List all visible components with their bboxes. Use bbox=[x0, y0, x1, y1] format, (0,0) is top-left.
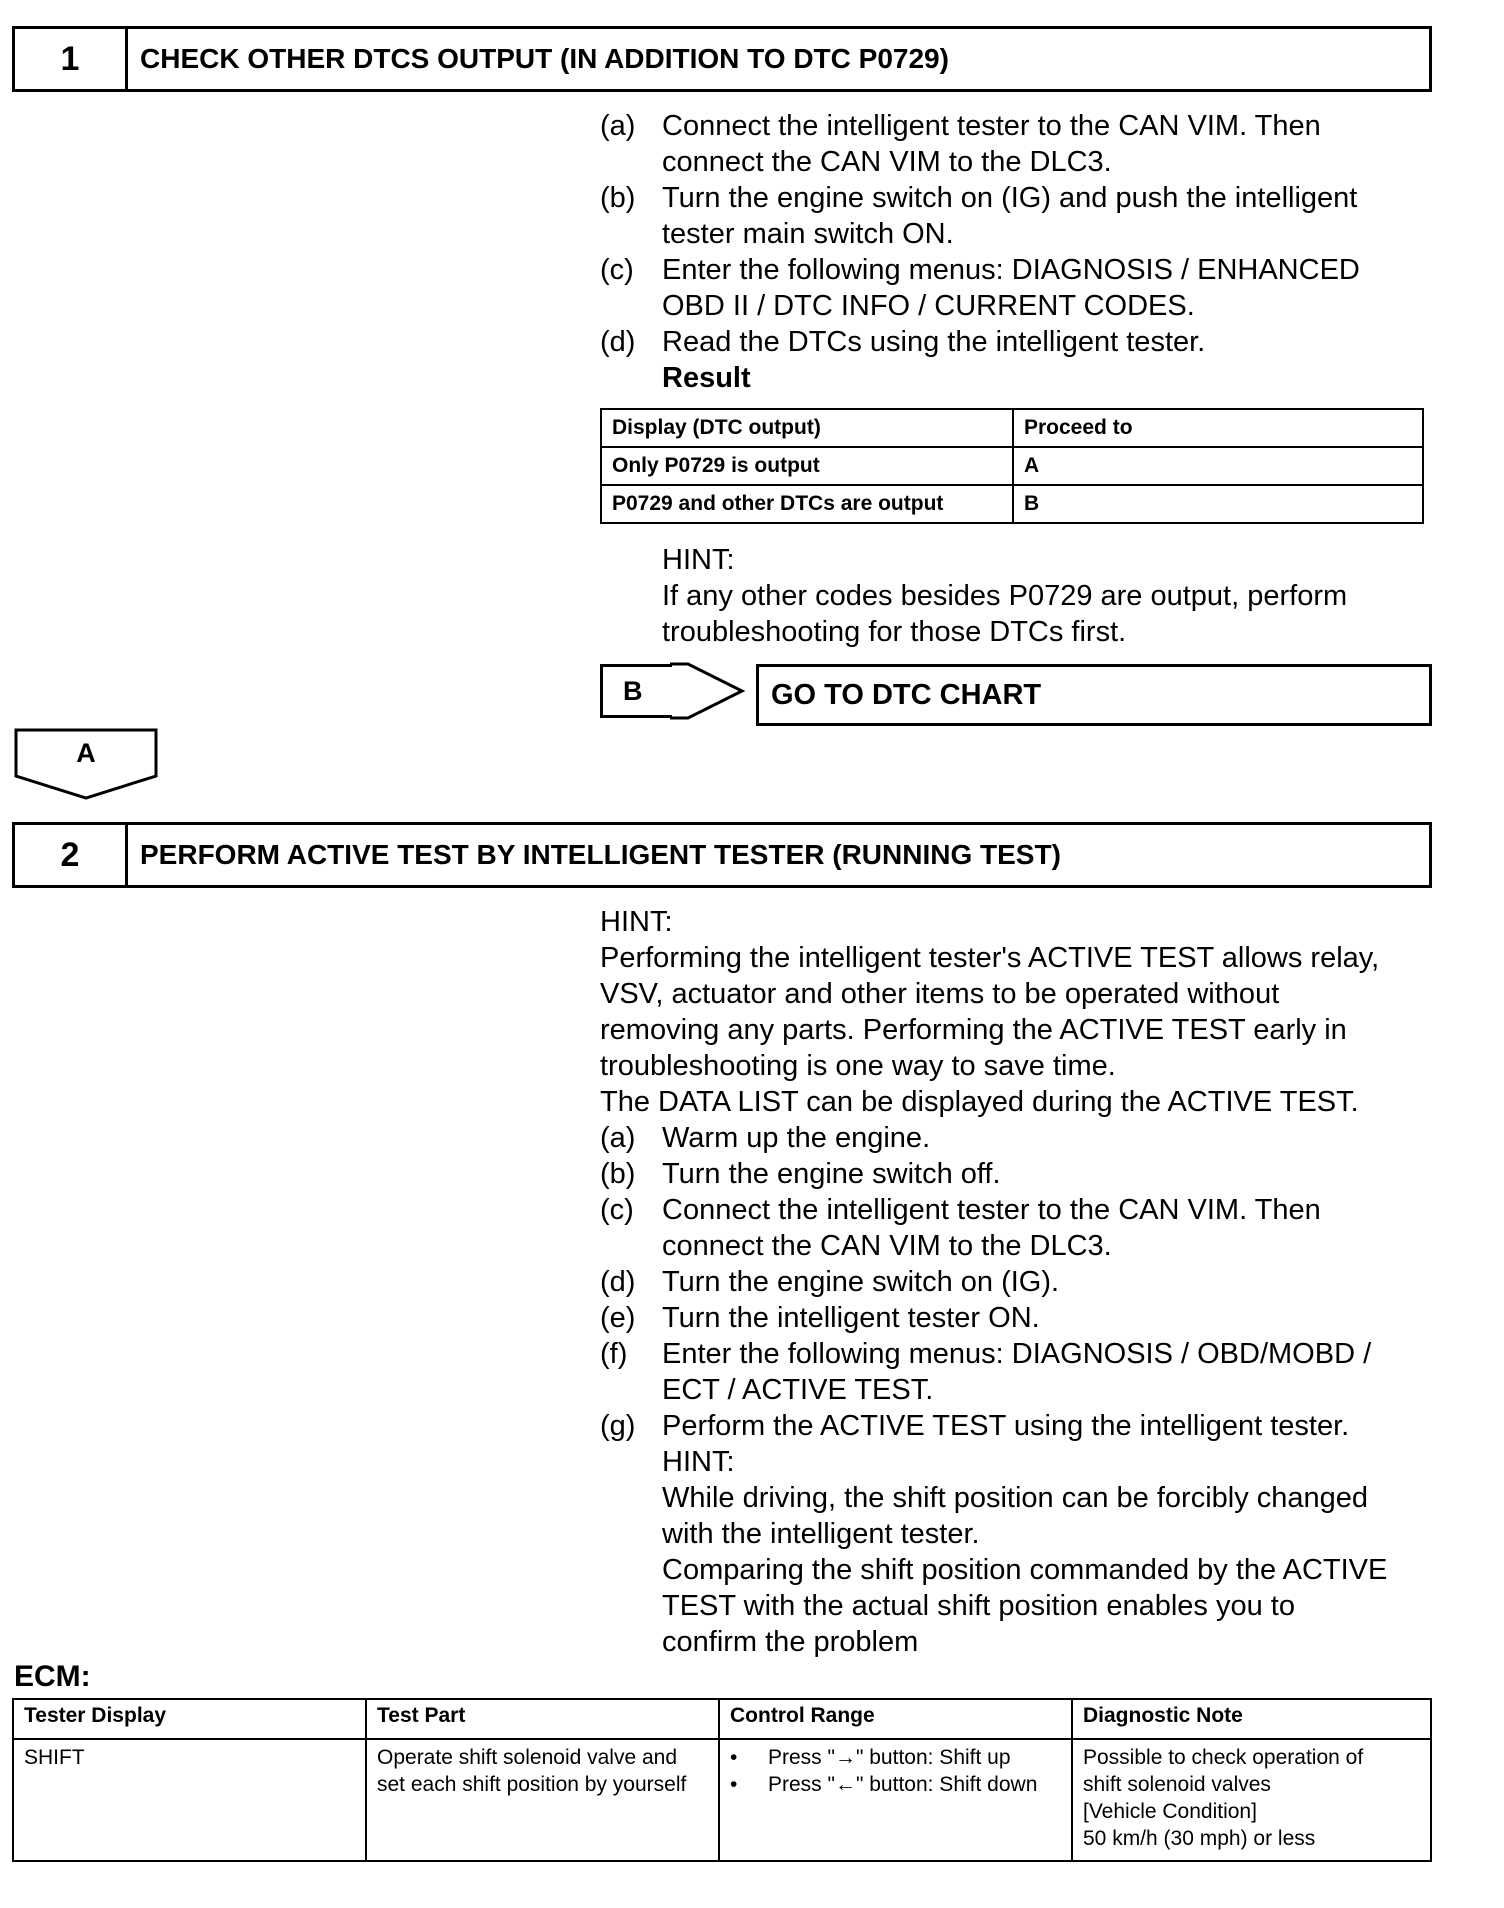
branch-a-label: A bbox=[76, 738, 96, 768]
item-text-line: Turn the engine switch off. bbox=[662, 1158, 1001, 1190]
cell-line: [Vehicle Condition] bbox=[1083, 1800, 1257, 1823]
bullet-item: • Press "→" button: Shift up bbox=[730, 1744, 1061, 1771]
ecm-table bbox=[12, 1698, 1432, 1862]
bullet-item: • Press "←" button: Shift down bbox=[730, 1771, 1061, 1798]
go-to-dtc-chart-box[interactable]: GO TO DTC CHART bbox=[756, 664, 1432, 726]
step-2-header bbox=[12, 822, 1432, 888]
item-text-line: connect the CAN VIM to the DLC3. bbox=[662, 1230, 1112, 1262]
item-label: (b) bbox=[600, 182, 636, 214]
item-label: (a) bbox=[600, 1122, 636, 1154]
step-number: 1 bbox=[15, 29, 128, 89]
cell-line: Operate shift solenoid valve and bbox=[377, 1746, 678, 1769]
step-title: CHECK OTHER DTCS OUTPUT (IN ADDITION TO DTC P0729) bbox=[140, 43, 949, 74]
item-text-line: Read the DTCs using the intelligent tester. bbox=[662, 326, 1206, 358]
hint-line: Performing the intelligent tester's ACTIVE TEST allows relay, bbox=[600, 942, 1380, 974]
step2-hint bbox=[600, 904, 1379, 1120]
table-cell: B bbox=[1013, 485, 1423, 523]
step1-item-d bbox=[600, 324, 1440, 396]
branch-arrow-icon bbox=[670, 662, 760, 720]
cell-line: shift solenoid valves bbox=[1083, 1773, 1271, 1796]
item-text-line: Turn the engine switch on (IG). bbox=[662, 1266, 1060, 1298]
item-text-line: HINT: bbox=[662, 1446, 735, 1478]
hint-line: troubleshooting is one way to save time. bbox=[600, 1050, 1116, 1082]
item-text-line: Warm up the engine. bbox=[662, 1122, 931, 1154]
item-text-line: Connect the intelligent tester to the CAN VIM. Then bbox=[662, 1194, 1321, 1226]
item-label: (c) bbox=[600, 1194, 634, 1226]
hint-line: troubleshooting for those DTCs first. bbox=[662, 616, 1127, 648]
branch-b-label: B bbox=[600, 664, 672, 718]
item-text-line: While driving, the shift position can be forcibly changed bbox=[662, 1482, 1369, 1514]
table-cell: P0729 and other DTCs are output bbox=[601, 485, 1013, 523]
item-label: (b) bbox=[600, 1158, 636, 1190]
test-part-cell bbox=[366, 1739, 719, 1861]
step1-hint bbox=[662, 542, 1347, 650]
item-label: (f) bbox=[600, 1338, 628, 1370]
step2-item-f bbox=[600, 1336, 1440, 1408]
step2-item-a bbox=[600, 1120, 1440, 1156]
control-range-cell bbox=[719, 1739, 1072, 1861]
step1-item-b bbox=[600, 180, 1440, 252]
hint-line: The DATA LIST can be displayed during the ACTIVE TEST. bbox=[600, 1086, 1359, 1118]
tester-display-cell bbox=[13, 1739, 366, 1861]
item-text-line: Perform the ACTIVE TEST using the intelligent tester. bbox=[662, 1410, 1350, 1442]
step1-item-a bbox=[600, 108, 1440, 180]
cell-line: 50 km/h (30 mph) or less bbox=[1083, 1827, 1316, 1850]
ecm-label: ECM: bbox=[14, 1660, 91, 1693]
step-title: PERFORM ACTIVE TEST BY INTELLIGENT TESTER (RUNNING TEST) bbox=[140, 839, 1061, 870]
hint-line: removing any parts. Performing the ACTIVE TEST early in bbox=[600, 1014, 1347, 1046]
item-text-line: Enter the following menus: DIAGNOSIS / ENHANCED bbox=[662, 254, 1360, 286]
hint-line: VSV, actuator and other items to be operated without bbox=[600, 978, 1280, 1010]
item-text-line: connect the CAN VIM to the DLC3. bbox=[662, 146, 1112, 178]
table-cell: Only P0729 is output bbox=[601, 447, 1013, 485]
cell-line: set each shift position by yourself bbox=[377, 1773, 687, 1796]
table-header-cell: Proceed to bbox=[1013, 409, 1423, 447]
step-number: 2 bbox=[15, 825, 128, 885]
cell-line: Possible to check operation of bbox=[1083, 1746, 1364, 1769]
step2-item-b bbox=[600, 1156, 1440, 1192]
step1-item-c bbox=[600, 252, 1440, 324]
item-label: (g) bbox=[600, 1410, 636, 1442]
item-text-line: Turn the intelligent tester ON. bbox=[662, 1302, 1040, 1334]
diagnostic-note-cell bbox=[1072, 1739, 1431, 1861]
item-text-line: Enter the following menus: DIAGNOSIS / OBD/MOBD / bbox=[662, 1338, 1372, 1370]
result-table bbox=[600, 408, 1424, 524]
hint-label: HINT: bbox=[600, 906, 673, 938]
step-1-header bbox=[12, 26, 1432, 92]
item-text-line: OBD II / DTC INFO / CURRENT CODES. bbox=[662, 290, 1195, 322]
step2-item-e bbox=[600, 1300, 1440, 1336]
table-header-cell: Control Range bbox=[719, 1699, 1072, 1739]
step2-item-c bbox=[600, 1192, 1440, 1264]
table-header-cell: Tester Display bbox=[13, 1699, 366, 1739]
result-heading: Result bbox=[662, 362, 751, 394]
table-row bbox=[601, 485, 1423, 523]
item-label: (c) bbox=[600, 254, 634, 286]
item-text-line: Turn the engine switch on (IG) and push the intelligent bbox=[662, 182, 1358, 214]
step2-item-g bbox=[600, 1408, 1440, 1660]
item-label: (a) bbox=[600, 110, 636, 142]
item-text-line: ECT / ACTIVE TEST. bbox=[662, 1374, 934, 1406]
item-text-line: TEST with the actual shift position enables you to bbox=[662, 1590, 1295, 1622]
item-text-line: Comparing the shift position commanded by the ACTIVE bbox=[662, 1554, 1388, 1586]
table-header-cell: Test Part bbox=[366, 1699, 719, 1739]
table-header-cell: Display (DTC output) bbox=[601, 409, 1013, 447]
table-header-cell: Diagnostic Note bbox=[1072, 1699, 1431, 1739]
hint-line: If any other codes besides P0729 are output, perform bbox=[662, 580, 1348, 612]
branch-a-indicator bbox=[14, 728, 158, 800]
item-text-line: tester main switch ON. bbox=[662, 218, 954, 250]
cell-line: SHIFT bbox=[24, 1746, 85, 1769]
item-text-line: Connect the intelligent tester to the CAN VIM. Then bbox=[662, 110, 1321, 142]
item-text-line: confirm the problem bbox=[662, 1626, 919, 1658]
item-label: (d) bbox=[600, 1266, 636, 1298]
table-row bbox=[13, 1739, 1431, 1861]
hint-label: HINT: bbox=[662, 544, 735, 576]
step2-item-d bbox=[600, 1264, 1440, 1300]
table-row bbox=[601, 447, 1423, 485]
table-header-row bbox=[601, 409, 1423, 447]
item-text-line: with the intelligent tester. bbox=[662, 1518, 980, 1550]
item-label: (d) bbox=[600, 326, 636, 358]
table-cell: A bbox=[1013, 447, 1423, 485]
item-label: (e) bbox=[600, 1302, 636, 1334]
table-header-row bbox=[13, 1699, 1431, 1739]
